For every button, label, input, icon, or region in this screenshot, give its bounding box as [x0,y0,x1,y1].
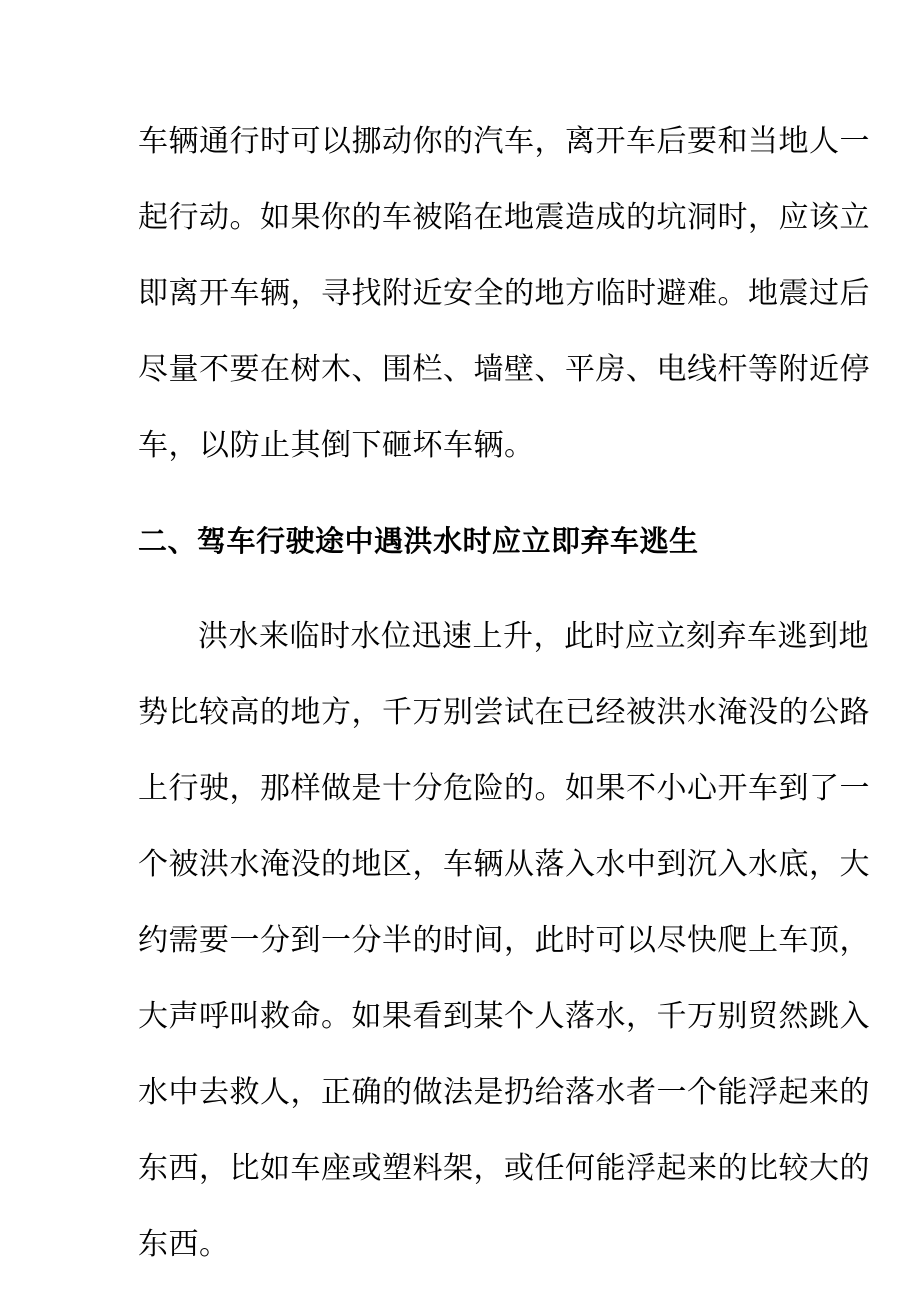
text-line: 起行动。如果你的车被陷在地震造成的坑洞时，应该立 [138,200,870,235]
text-line: 东西。 [138,1227,230,1262]
text-line: 尽量不要在树木、围栏、墙壁、平房、电线杆等附近停 [138,352,870,387]
text-line: 洪水来临时水位迅速上升，此时应立刻弃车逃到地 [198,619,869,654]
text-line: 水中去救人，正确的做法是扔给落水者一个能浮起来的 [138,1075,870,1110]
text-line: 车，以防止其倒下砸坏车辆。 [138,428,535,463]
text-line: 约需要一分到一分半的时间，此时可以尽快爬上车顶， [138,923,870,958]
text-line: 上行驶，那样做是十分危险的。如果不小心开车到了一 [138,771,870,806]
text-line: 即离开车辆，寻找附近安全的地方临时避难。地震过后 [138,276,870,311]
section-heading: 二、驾车行驶途中遇洪水时应立即弃车逃生 [138,524,699,558]
text-line: 东西，比如车座或塑料架，或任何能浮起来的比较大的 [138,1151,870,1186]
text-line: 势比较高的地方，千万别尝试在已经被洪水淹没的公路 [138,695,870,730]
text-line: 大声呼叫救命。如果看到某个人落水，千万别贸然跳入 [138,999,870,1034]
text-line: 车辆通行时可以挪动你的汽车，离开车后要和当地人一 [138,124,870,159]
text-line: 个被洪水淹没的地区，车辆从落入水中到沉入水底，大 [138,847,870,882]
